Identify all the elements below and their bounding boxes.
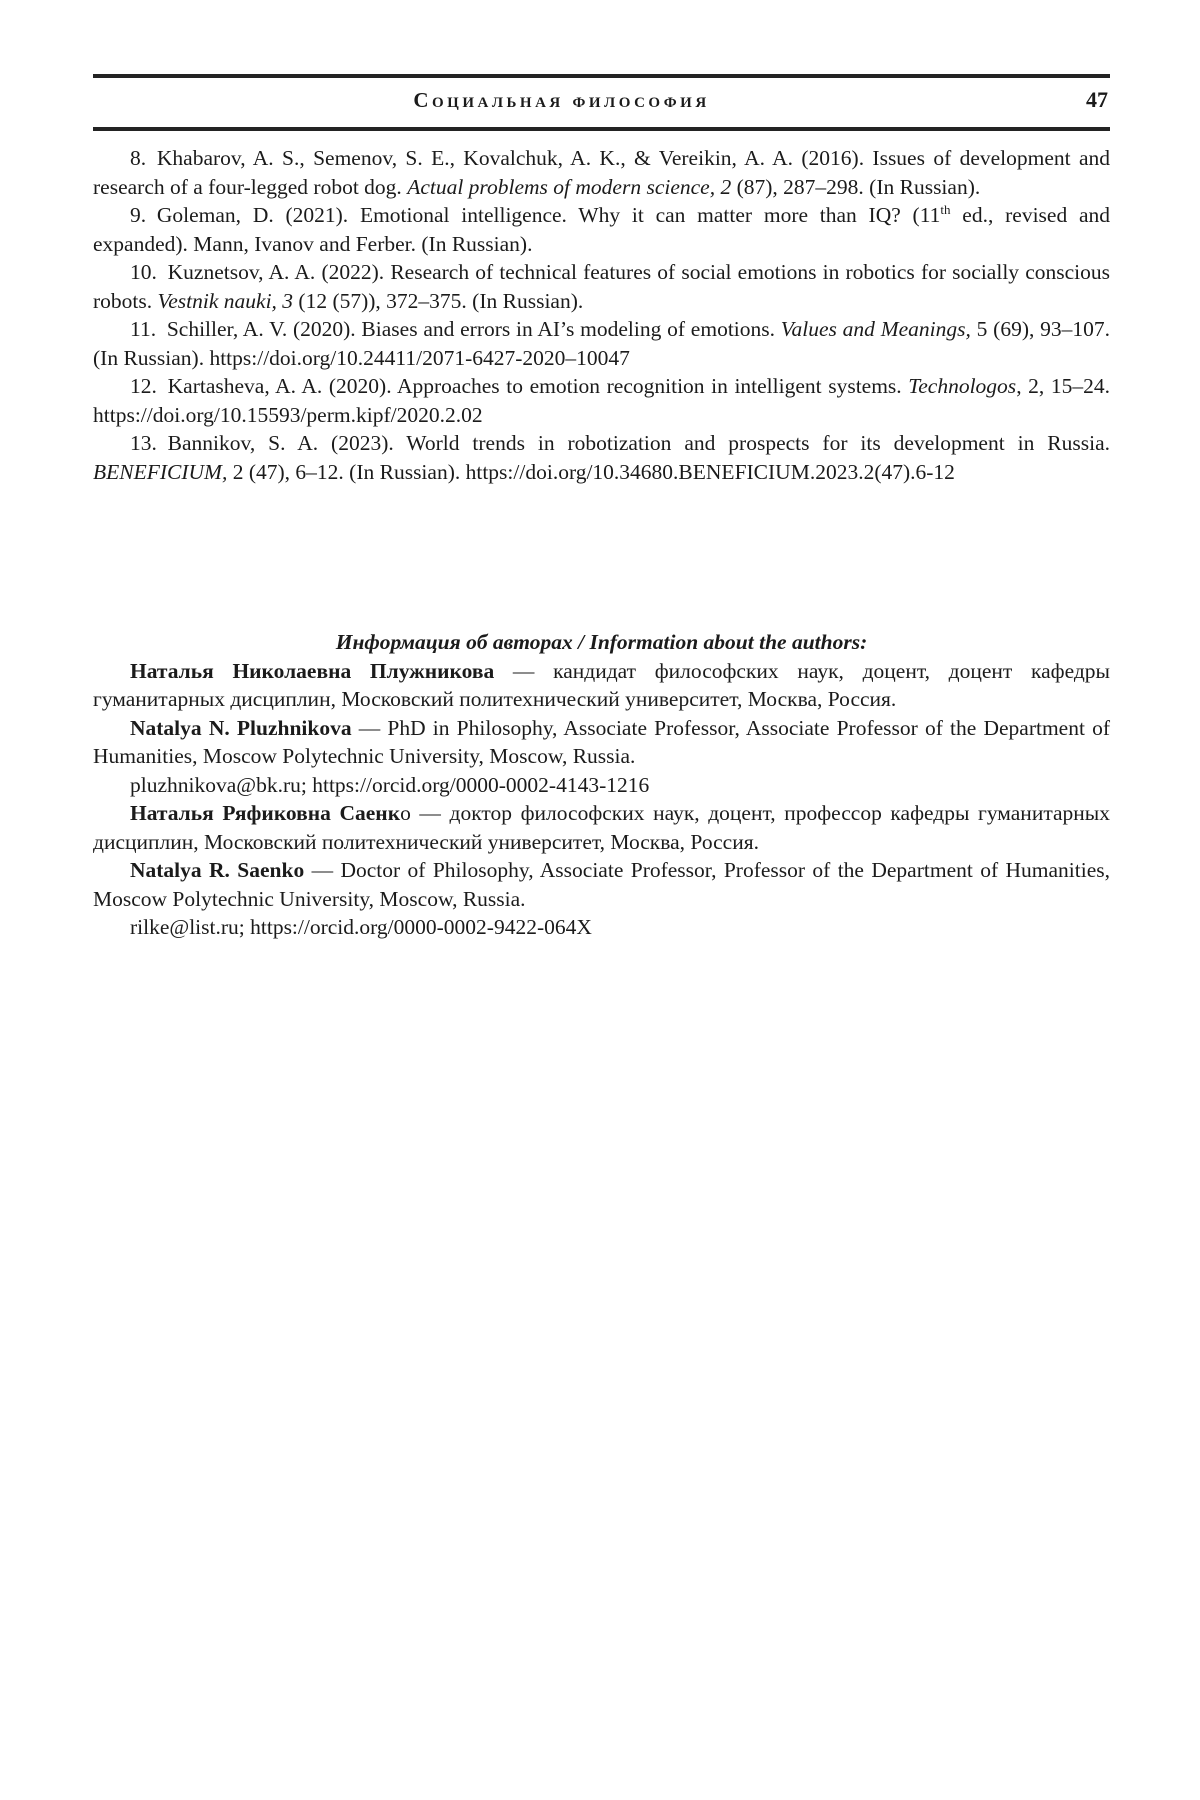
section-title: Социальная философия [413,87,710,112]
reference-item-text: 2 (47), 6–12. (In Russian). https://doi.org/​10.34680.BENEFICIUM.2023.2(47).6-12 [227,459,955,484]
author-paragraph-text: Natalya N. Pluzhnikova [130,715,352,740]
reference-item-text: th [940,201,951,217]
authors-section [93,657,1110,942]
reference-item [93,258,1110,315]
author-paragraph [93,771,1110,800]
reference-item [93,372,1110,429]
author-paragraph-text: — Doctor of Philosophy, Associate Professor, Professor of the Department of Humanities, Moscow Polytechnic University, Moscow, Russia. [93,858,1110,911]
reference-item-text: ed., revised and expanded). Mann, Ivanov and Ferber. (In Russian). [93,203,1111,256]
author-paragraph [93,657,1110,714]
author-paragraph-text: rilke@list.ru; https://orcid.org/0000-0002-9422-064X [130,915,592,939]
author-paragraph-text: Наталья Ряфиковна Саенк [130,801,401,825]
author-paragraph-text: Наталья Николаевна Плужникова [130,658,495,683]
running-head [93,74,1110,131]
reference-item-text: 9. Goleman, D. (2021). Emotional intelligence. Why it can matter more than IQ? (11 [130,203,941,227]
reference-item-text: (87), 287–298. (In Russian). [731,174,981,199]
reference-item-text: Technologos [908,374,1017,398]
reference-item [93,315,1110,372]
reference-item-text: Values and Meanings, [780,317,971,341]
reference-item-text: BENEFICIUM, [93,459,228,484]
reference-item-text: 8. Khabarov, A. S., Semenov, S. E., Kovalchuk, A. K., & Vereikin, A. A. (2016). Issues of development and research of a four-legged robot dog. [93,146,1110,199]
author-paragraph [93,913,1110,942]
author-paragraph-text: Natalya R. Saenko [130,858,305,882]
author-paragraph [93,799,1110,856]
reference-item-text: 11. Schiller, A. V. (2020). Biases and errors in AI’s modeling of emotions. [130,317,781,341]
reference-item-text: 10. Kuznetsov, A. A. (2022). Research of technical features of social emotions in robotics for socially conscious robots. [93,260,1110,313]
reference-item-text: 12. Kartasheva, A. A. (2020). Approaches to emotion recognition in intelligent systems. [130,374,909,398]
page-number: 47 [1086,87,1108,112]
reference-item-text: Vestnik nauki, 3 [157,288,294,313]
running-head-rule-bottom [93,127,1110,131]
author-paragraph [93,714,1110,771]
running-head-row [93,78,1110,122]
reference-item-text: 5 (69), 93–107. (In Russian). https://doi.org/​10.24411/​2071-6427-2020–​10047 [93,317,1110,370]
reference-item-text: Actual problems of modern science, 2 [407,174,732,199]
reference-item-text: , 2, 15–24. https://doi.org/10.15593/perm.kipf/2020.2.02 [93,374,1110,427]
reference-item [93,144,1110,201]
references-list [93,144,1110,486]
reference-item-text: 13. Bannikov, S. A. (2023). World trends in robotization and prospects for its development in Russia. [130,431,1110,455]
author-paragraph-text: pluzhnikova@bk.ru; https://orcid.org/0000-0002-4143-1216 [130,772,650,797]
authors-section-heading: Информация об авторах / Information about the authors: [335,630,868,654]
reference-item [93,429,1110,486]
author-paragraph-text: — кандидат философских наук, доцент, доцент кафедры гуманитарных дисциплин, Московский политехнический университет, Москва, Россия. [93,658,1110,711]
author-paragraph-text: о — доктор философских наук, доцент, профессор кафедры гуманитарных дисциплин, Московский политехнический университет, Москва, Россия. [93,801,1110,854]
reference-item-text: (12 (57)), 372–375. (In Russian). [293,288,584,313]
author-paragraph-text: — PhD in Philosophy, Associate Professor, Associate Professor of the Department of Humanities, Moscow Polytechnic University, Moscow, Russia. [93,715,1111,768]
reference-item [93,201,1110,258]
page-content [93,0,1110,942]
author-paragraph [93,856,1110,913]
